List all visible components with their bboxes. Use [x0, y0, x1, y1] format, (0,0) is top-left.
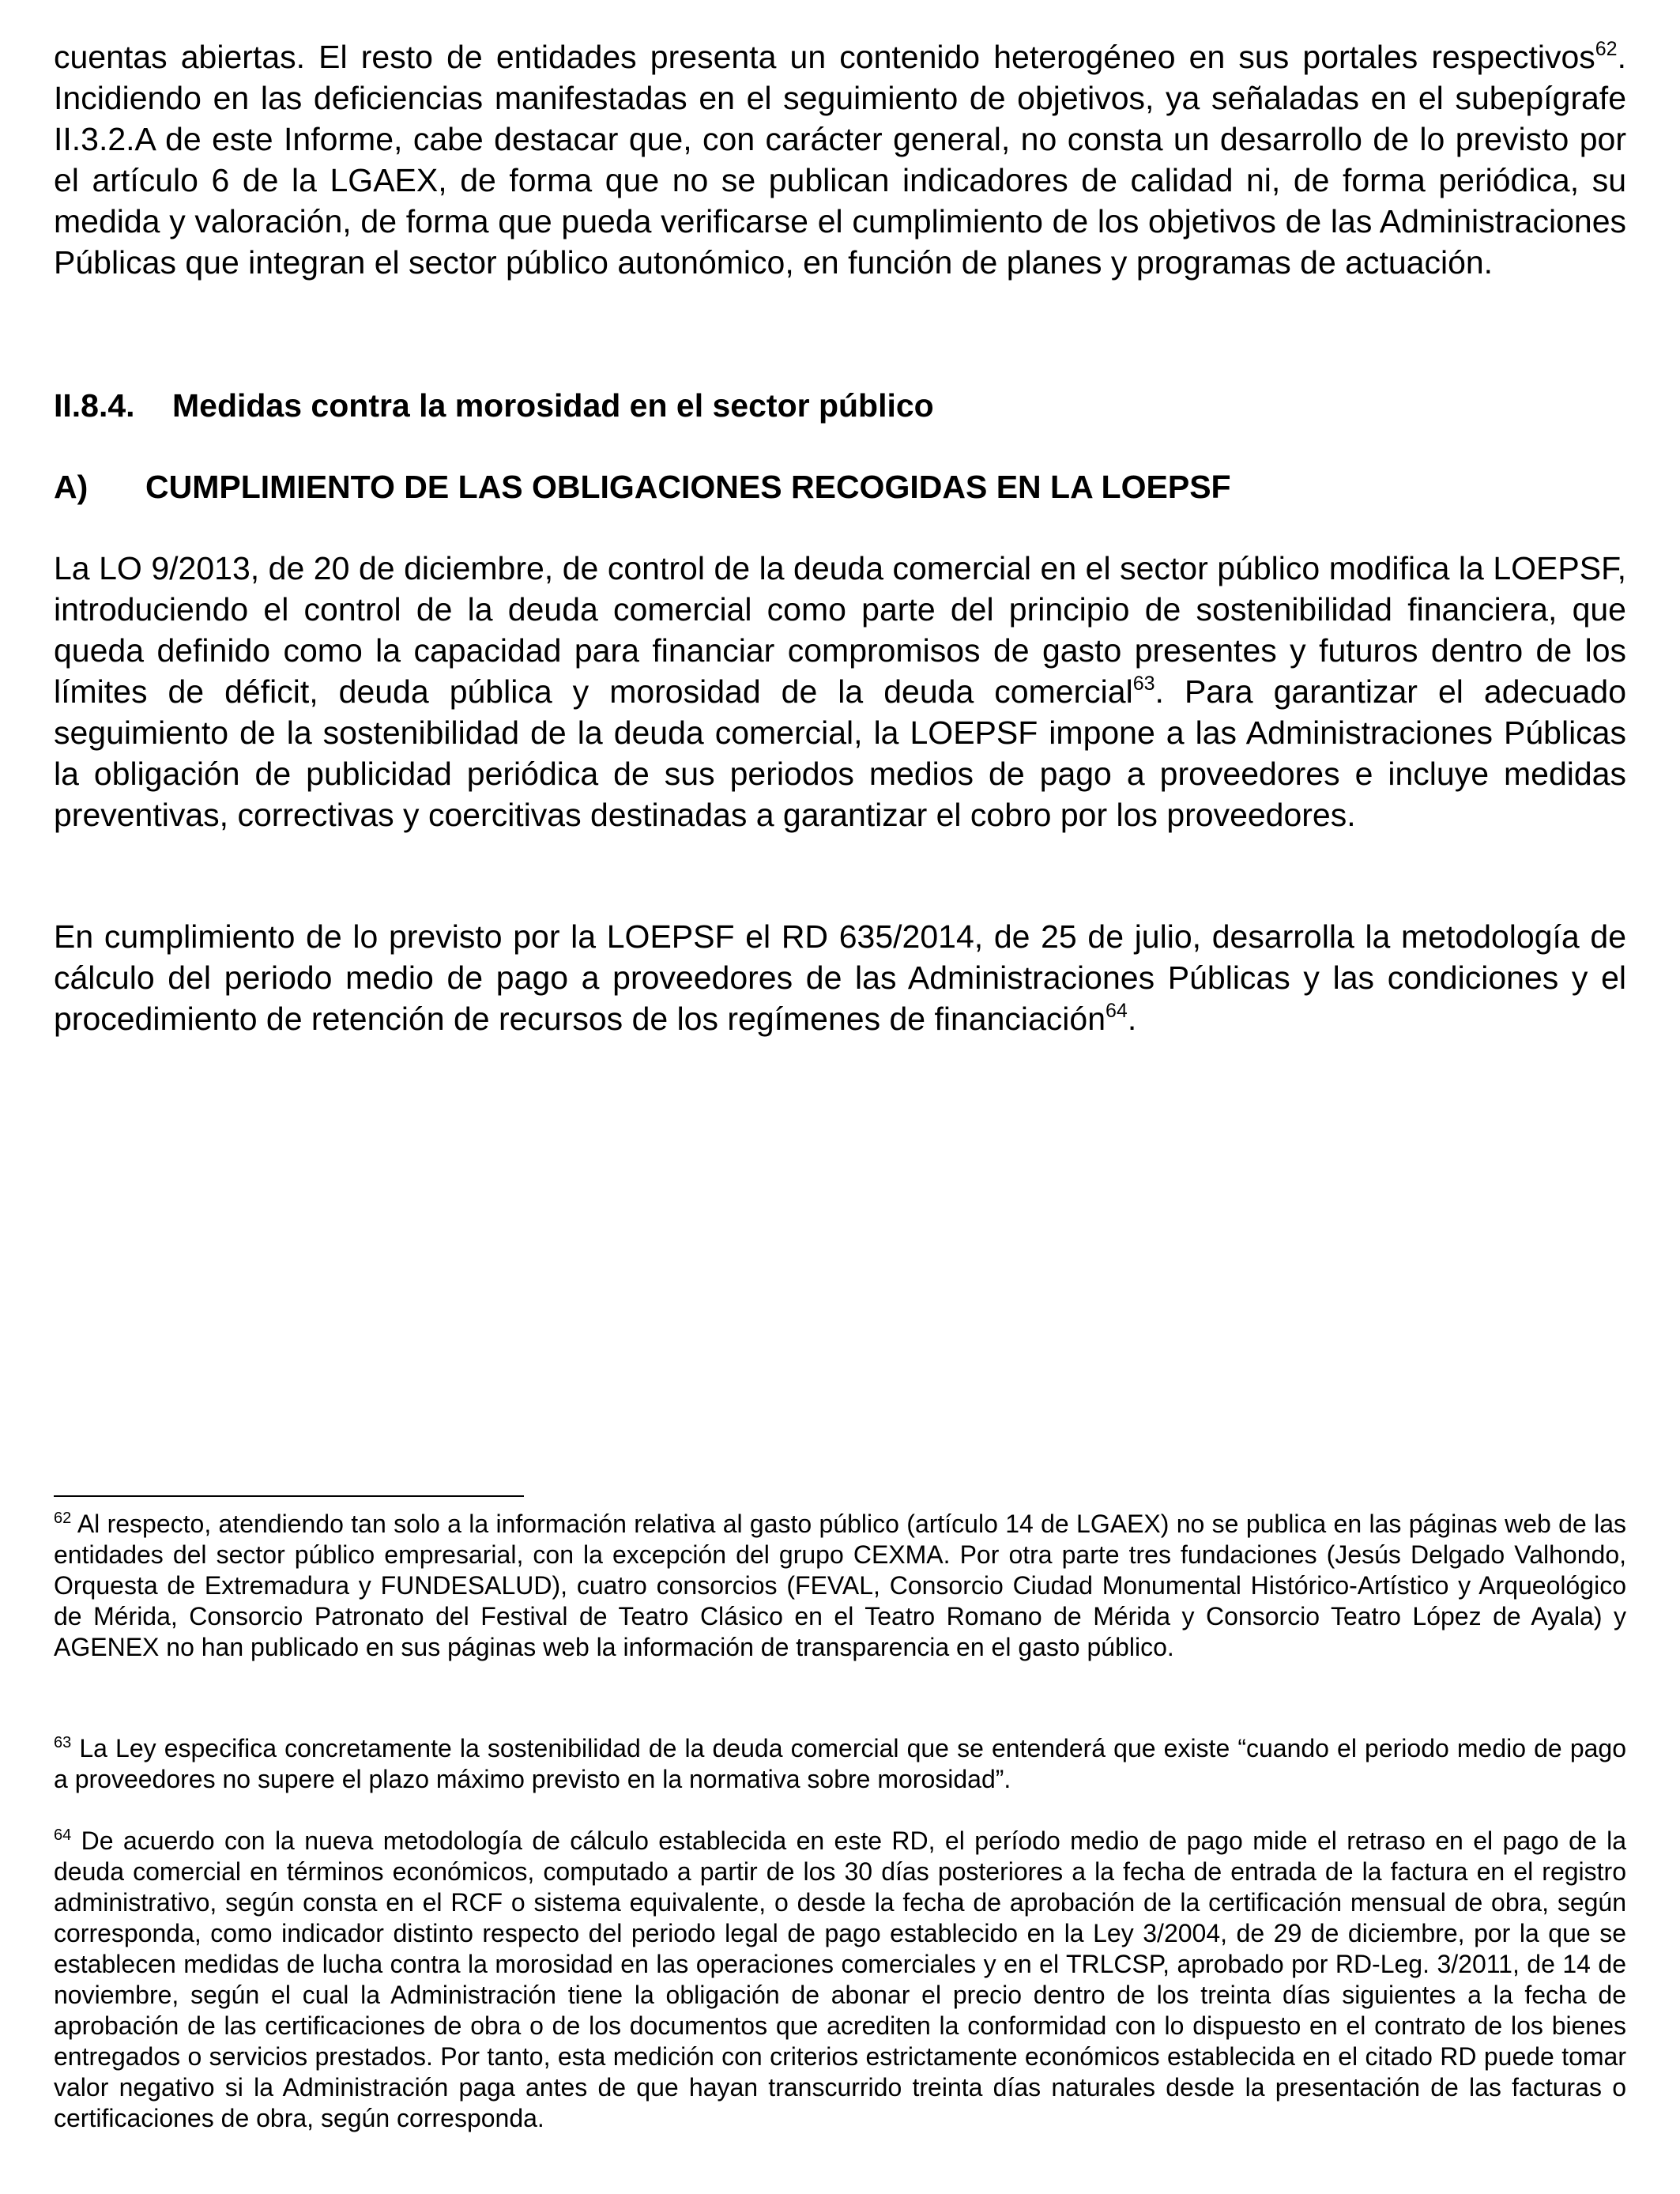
footnote-ref-63[interactable]: 63	[1132, 673, 1155, 695]
section-number: II.8.4.	[54, 387, 135, 424]
footnote-ref-64[interactable]: 64	[1106, 1000, 1128, 1022]
subsection-heading	[54, 466, 1626, 507]
footnote-text: Al respecto, atendiendo tan solo a la información relativa al gasto público (artículo 14 de LGAEX) no se publica en las páginas web de las entidades del sector público empresarial, con la excepción del grupo CEXMA. Por otra parte tres fundaciones (Jesús Delgado Valhondo, Orquesta de Extremadura y FUNDESALUD), cuatro consorcios (FEVAL, Consorcio Ciudad Monumental Histórico-Artístico y Arqueológico de Mérida, Consorcio Patronato del Festival de Teatro Clásico en el Teatro Romano de Mérida y Consorcio Teatro López de Ayala) y AGENEX no han publicado en sus páginas web la información de transparencia en el gasto público.	[54, 1510, 1626, 1661]
paragraph-text: La LO 9/2013, de 20 de diciembre, de control de la deuda comercial en el sector público modifica la LOEPSF, introduciendo el control de la deuda comercial como parte del principio de sostenibilidad financiera, que queda definido como la capacidad para financiar compromisos de gasto presentes y futuros dentro de los límites de déficit, deuda pública y morosidad de la deuda comercial	[54, 550, 1626, 710]
paragraph-text: cuentas abiertas. El resto de entidades presenta un contenido heterogéneo en sus portales respectivos	[54, 39, 1595, 75]
paragraph-text: . Para garantizar el adecuado seguimiento de la sostenibilidad de la deuda comercial, la LOEPSF impone a las Administraciones Públicas la obligación de publicidad periódica de sus periodos medios de pago a proveedores e incluye medidas preventivas, correctivas y coercitivas destinadas a garantizar el cobro por los proveedores.	[54, 673, 1627, 833]
footnote-text: La Ley especifica concretamente la sostenibilidad de la deuda comercial que se entenderá que existe “cuando el periodo medio de pago a proveedores no supere el plazo máximo previsto en la normativa sobre morosidad”.	[54, 1734, 1626, 1793]
paragraph-text: . Incidiendo en las deficiencias manifestadas en el seguimiento de objetivos, ya señaladas en el subepígrafe II.3.2.A de este Informe, cabe destacar que, con carácter general, no consta un desarrollo de lo previsto por el artículo 6 de la LGAEX, de forma que no se publican indicadores de calidad ni, de forma periódica, su medida y valoración, de forma que pueda verificarse el cumplimiento de los objetivos de las Administraciones Públicas que integran el sector público autonómico, en función de planes y programas de actuación.	[54, 39, 1626, 281]
subsection-title: CUMPLIMIENTO DE LAS OBLIGACIONES RECOGIDAS EN LA LOEPSF	[145, 469, 1231, 505]
footnote-62	[54, 1509, 1626, 1663]
footnote-number: 63	[54, 1734, 72, 1751]
footnote-number: 62	[54, 1510, 72, 1527]
footnote-separator	[54, 1495, 524, 1497]
paragraph-text: .	[1127, 1001, 1137, 1037]
footnote-ref-62[interactable]: 62	[1595, 38, 1618, 60]
section-title: Medidas contra la morosidad en el sector público	[172, 387, 934, 424]
paragraph-transparency	[54, 36, 1626, 283]
footnote-63	[54, 1733, 1626, 1795]
footnote-64	[54, 1826, 1626, 2134]
paragraph-lo-9-2013	[54, 548, 1626, 835]
footnote-text: De acuerdo con la nueva metodología de cálculo establecida en este RD, el período medio de pago mide el retraso en el pago de la deuda comercial en términos económicos, computado a partir de los 30 días posteriores a la fecha de entrada de la factura en el registro administrativo, según consta en el RCF o sistema equivalente, o desde la fecha de aprobación de la certificación mensual de obra, según corresponda, como indicador distinto respecto del periodo legal de pago establecido en la Ley 3/2004, de 29 de diciembre, por la que se establecen medidas de lucha contra la morosidad en las operaciones comerciales y en el TRLCSP, aprobado por RD-Leg. 3/2011, de 14 de noviembre, según el cual la Administración tiene la obligación de abonar el precio dentro de los treinta días siguientes a la fecha de aprobación de las certificaciones de obra o de los documentos que acrediten la conformidad con lo dispuesto en el contrato de los bienes entregados o servicios prestados. Por tanto, esta medición con criterios estrictamente económicos establecida en el citado RD puede tomar valor negativo si la Administración paga antes de que hayan transcurrido treinta días naturales desde la presentación de las facturas o certificaciones de obra, según corresponda.	[54, 1826, 1626, 2132]
footnote-number: 64	[54, 1826, 72, 1844]
subsection-letter: A)	[54, 469, 89, 505]
paragraph-text: En cumplimiento de lo previsto por la LOEPSF el RD 635/2014, de 25 de julio, desarrolla la metodología de cálculo del periodo medio de pago a proveedores de las Administraciones Públicas y las condiciones y el procedimiento de retención de recursos de los regímenes de financiación	[54, 918, 1626, 1037]
section-heading	[54, 385, 1626, 426]
paragraph-rd-635-2014	[54, 916, 1626, 1039]
